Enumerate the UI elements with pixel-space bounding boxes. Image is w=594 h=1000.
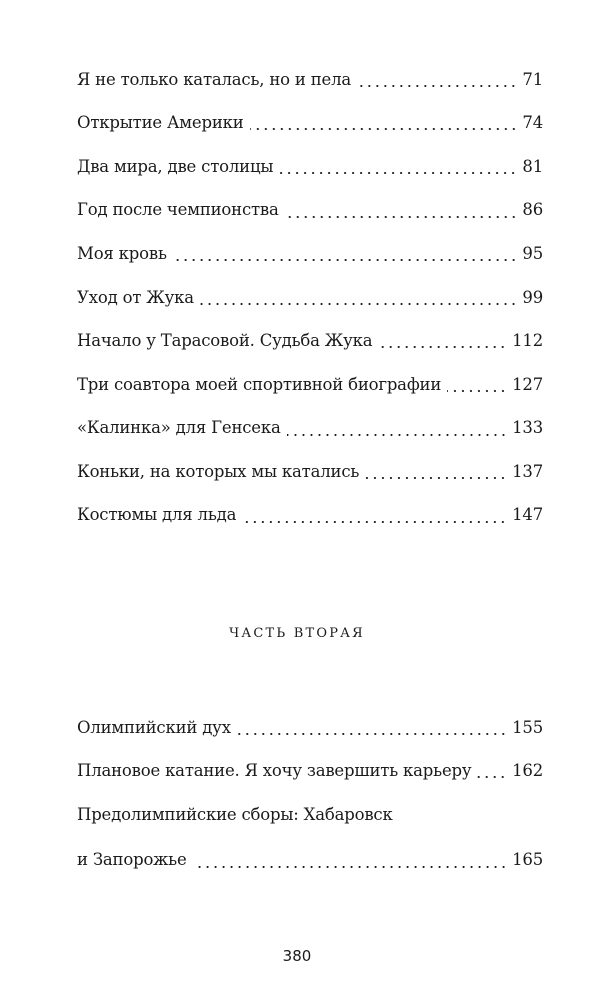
dot-leader: [477, 776, 507, 778]
toc-entry-title: «Калинка» для Генсека: [77, 418, 281, 438]
toc-entry[interactable]: [77, 232, 543, 276]
toc-entry-page: 137: [512, 461, 543, 481]
toc-entry-line2[interactable]: [77, 838, 543, 883]
page-number: 380: [282, 947, 312, 965]
toc-part-two: [77, 706, 543, 883]
toc-entry[interactable]: [77, 276, 543, 320]
toc-entry-title: Открытие Америки: [77, 113, 244, 133]
toc-entry-page: 162: [512, 761, 543, 781]
toc-entry-title: Предолимпийские сборы: Хабаровск: [77, 805, 393, 825]
toc-entry-title: Плановое катание. Я хочу завершить карьеру: [77, 761, 472, 781]
toc-entry[interactable]: [77, 407, 543, 451]
toc-entry-page: 99: [522, 287, 543, 307]
dot-leader: [365, 477, 507, 479]
section-heading: ЧАСТЬ ВТОРАЯ: [229, 626, 365, 641]
toc-entry[interactable]: [77, 363, 543, 407]
toc-entry-page: 71: [522, 69, 543, 89]
toc-entry-page: 127: [512, 374, 543, 394]
toc-entry-page: 95: [522, 243, 543, 263]
dot-leader: [250, 128, 518, 130]
toc-entry-page: 147: [512, 505, 543, 525]
toc-entry-page: 133: [512, 418, 543, 438]
dot-leader: [200, 303, 518, 305]
dot-leader: [285, 216, 518, 218]
toc-entry-line1[interactable]: [77, 793, 543, 838]
dot-leader: [287, 434, 507, 436]
toc-part-one: [77, 58, 543, 538]
toc-entry[interactable]: [77, 102, 543, 146]
dot-leader: [173, 259, 518, 261]
toc-entry-title: Два мира, две столицы: [77, 156, 274, 176]
dot-leader: [378, 346, 507, 348]
toc-entry-title: Я не только каталась, но и пела: [77, 69, 352, 89]
toc-entry[interactable]: [77, 58, 543, 102]
toc-entry-title: Три соавтора моей спортивной биографии: [77, 374, 442, 394]
toc-entry[interactable]: [77, 706, 543, 750]
toc-entry-title: Коньки, на которых мы катались: [77, 461, 360, 481]
dot-leader: [447, 390, 507, 392]
toc-entry-title: Начало у Тарасовой. Судьба Жука: [77, 331, 373, 351]
toc-entry-page: 165: [512, 850, 543, 870]
toc-entry[interactable]: [77, 189, 543, 233]
toc-entry-page: 112: [512, 331, 543, 351]
toc-entry-page: 155: [512, 717, 543, 737]
toc-entry-title: Моя кровь: [77, 243, 167, 263]
toc-entry[interactable]: [77, 750, 543, 794]
toc-entry-title: Уход от Жука: [77, 287, 194, 307]
toc-entry-title: Костюмы для льда: [77, 505, 237, 525]
dot-leader: [237, 733, 507, 735]
dot-leader: [279, 172, 517, 174]
toc-entry-title-continued: и Запорожье: [77, 850, 187, 870]
toc-entry-title: Год после чемпионства: [77, 200, 279, 220]
toc-entry-page: 74: [522, 113, 543, 133]
toc-entry-page: 86: [522, 200, 543, 220]
toc-entry[interactable]: [77, 450, 543, 494]
toc-entry-title: Олимпийский дух: [77, 717, 231, 737]
toc-entry[interactable]: [77, 494, 543, 538]
dot-leader: [242, 521, 507, 523]
toc-entry-page: 81: [522, 156, 543, 176]
dot-leader: [193, 866, 508, 868]
toc-entry[interactable]: [77, 320, 543, 364]
toc-entry[interactable]: [77, 145, 543, 189]
dot-leader: [357, 85, 517, 87]
